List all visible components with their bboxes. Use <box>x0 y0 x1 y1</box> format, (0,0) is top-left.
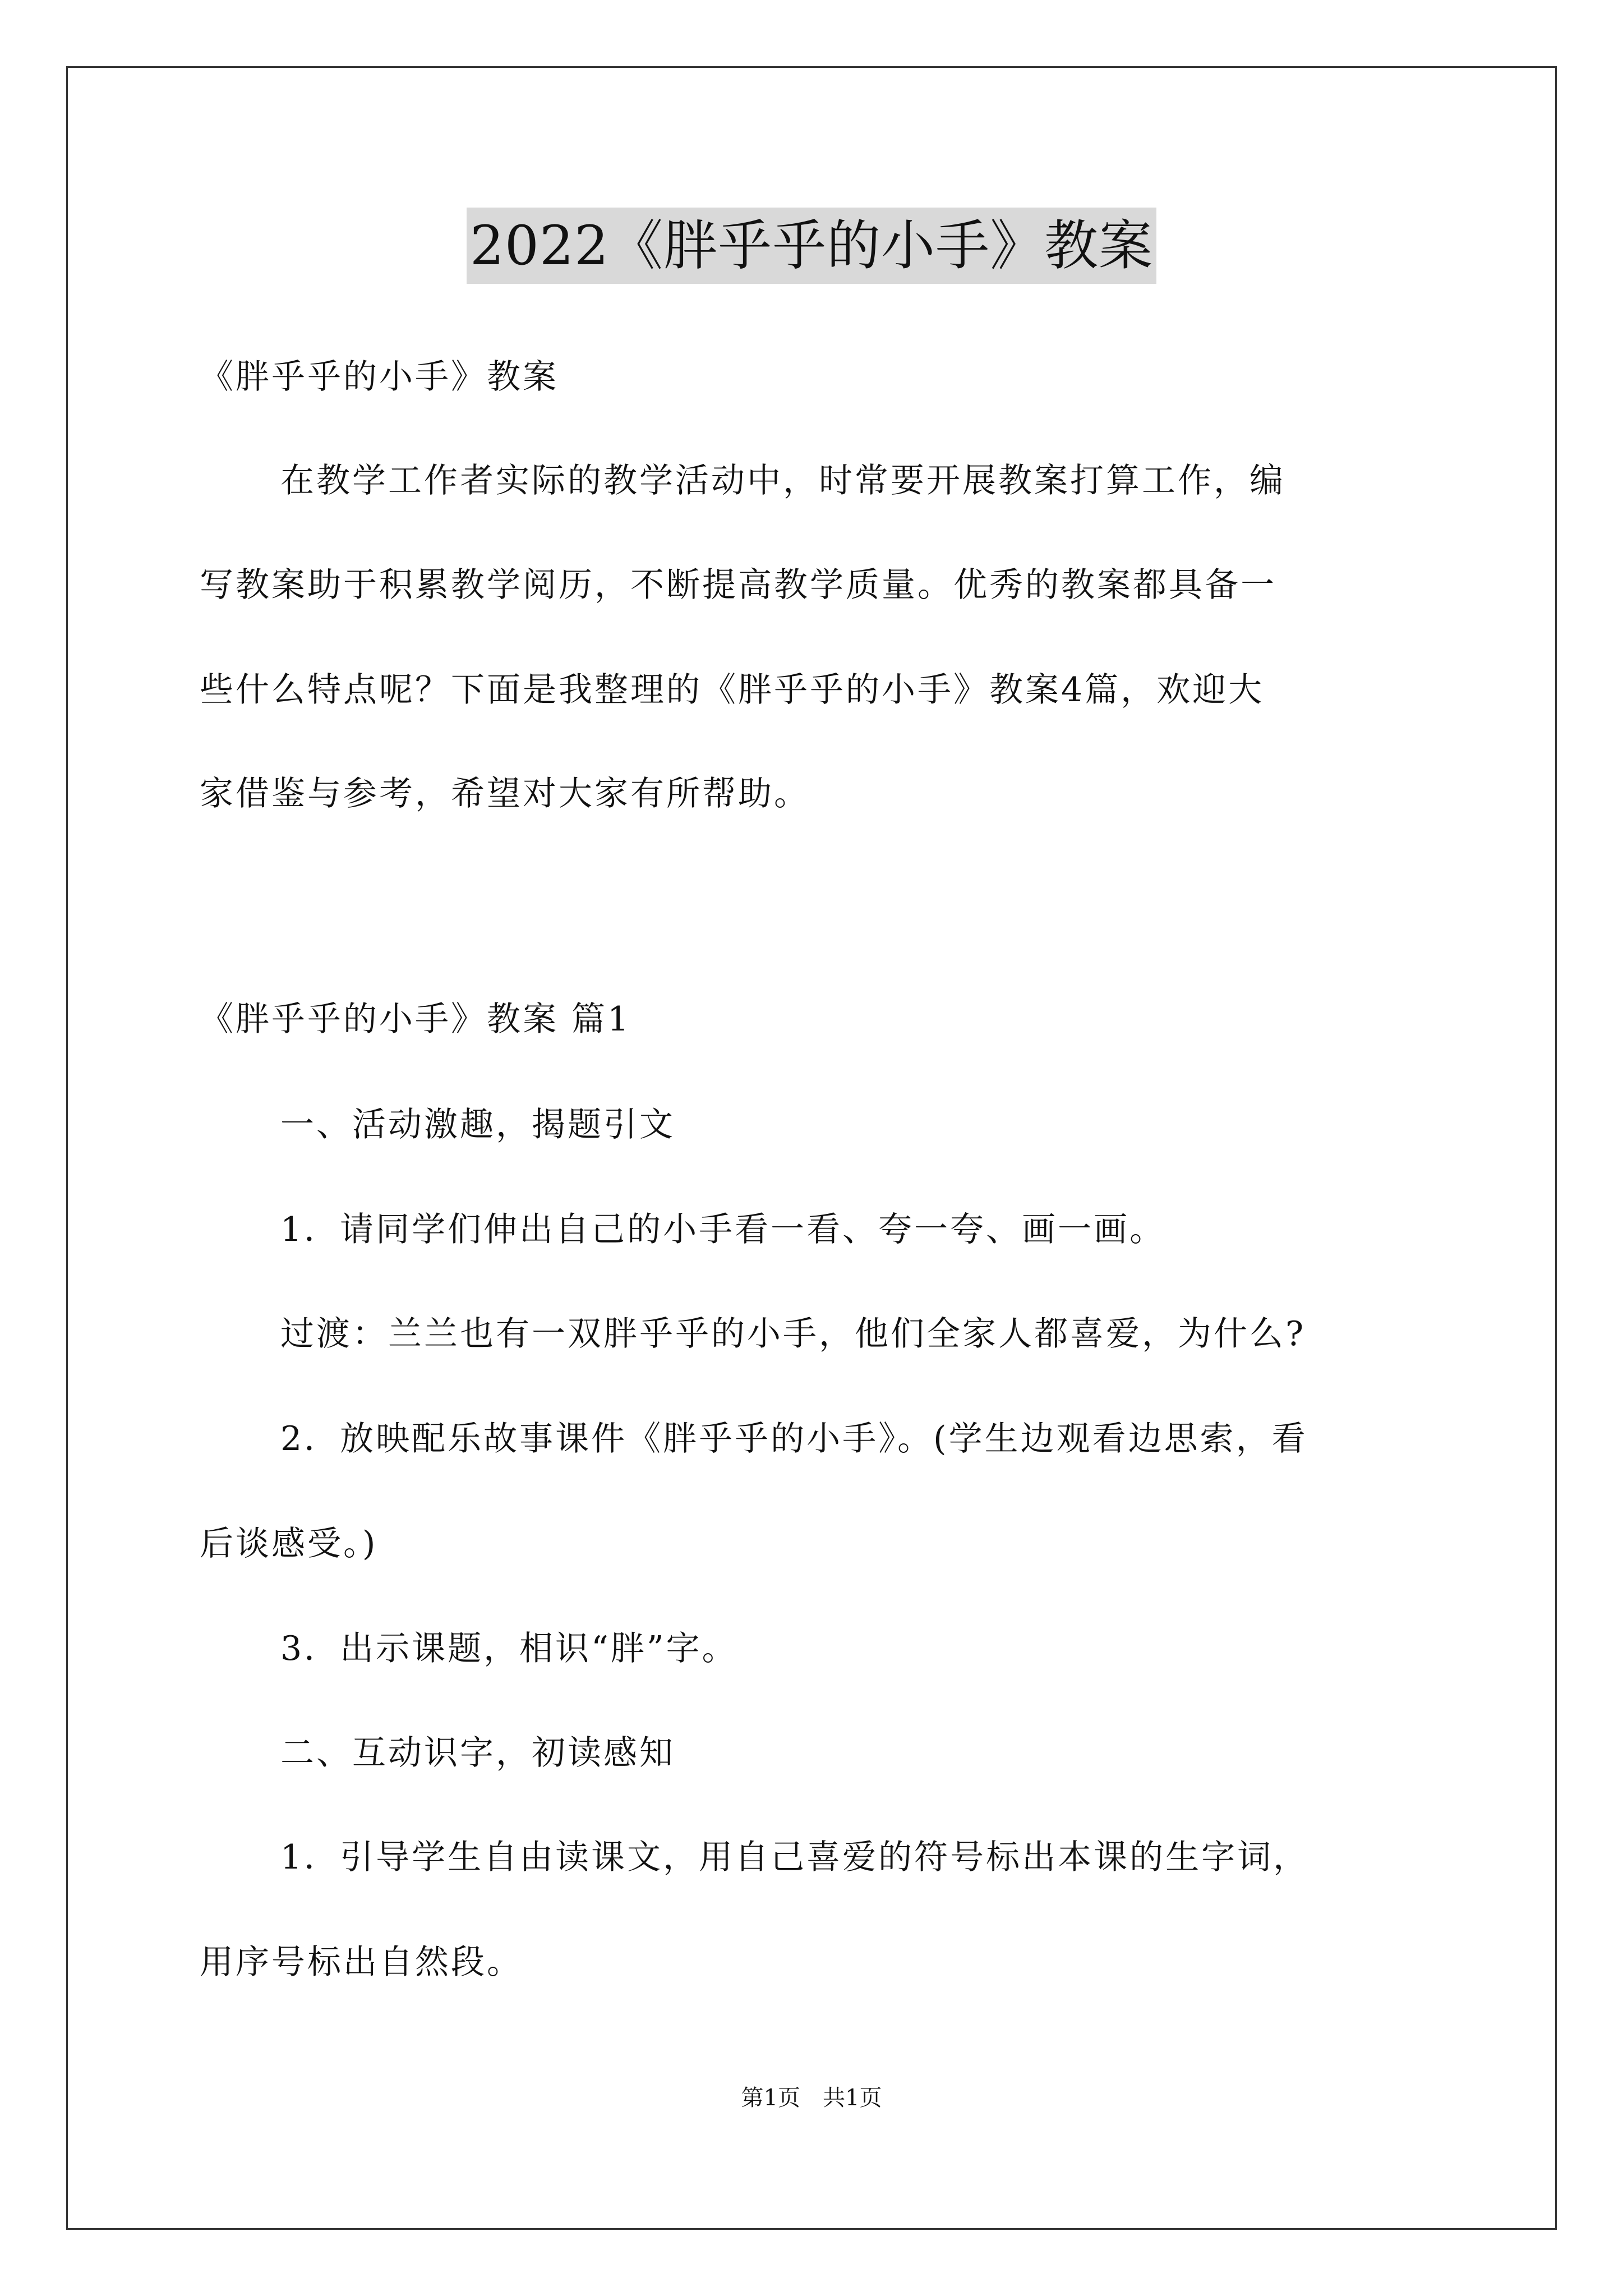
document-title: 2022《胖乎乎的小手》教案 <box>467 208 1156 284</box>
intro-line-4: 家借鉴与参考，希望对大家有所帮助。 <box>200 774 810 813</box>
page-footer <box>0 2083 1623 2113</box>
section-line-9: 用序号标出自然段。 <box>200 1943 523 1982</box>
section-line-3: 过渡：兰兰也有一双胖乎乎的小手，他们全家人都喜爱，为什么? <box>280 1314 1306 1354</box>
section-line-4: 2．放映配乐故事课件《胖乎乎的小手》。(学生边观看边思索，看 <box>280 1419 1308 1458</box>
section-line-7: 二、互动识字，初读感知 <box>280 1733 675 1773</box>
section-line-8: 1．引导学生自由读课文，用自己喜爱的符号标出本课的生字词， <box>280 1838 1310 1877</box>
intro-line-3: 些什么特点呢？下面是我整理的《胖乎乎的小手》教案4篇，欢迎大 <box>200 670 1265 710</box>
document-subtitle: 《胖乎乎的小手》教案 <box>200 357 559 397</box>
section-line-6: 3．出示课题，相识“胖”字。 <box>280 1629 738 1668</box>
title-container <box>0 208 1623 284</box>
section-line-5: 后谈感受。) <box>200 1524 378 1563</box>
intro-line-1: 在教学工作者实际的教学活动中，时常要开展教案打算工作，编 <box>280 461 1285 500</box>
section-heading: 《胖乎乎的小手》教案 篇1 <box>200 1000 631 1039</box>
section-line-1: 一、活动激趣，揭题引文 <box>280 1105 675 1144</box>
page-number: 第1页 <box>741 2085 800 2111</box>
page-total: 共1页 <box>823 2085 882 2111</box>
section-line-2: 1．请同学们伸出自己的小手看一看、夸一夸、画一画。 <box>280 1210 1166 1249</box>
intro-line-2: 写教案助于积累教学阅历，不断提高教学质量。优秀的教案都具备一 <box>200 565 1276 605</box>
